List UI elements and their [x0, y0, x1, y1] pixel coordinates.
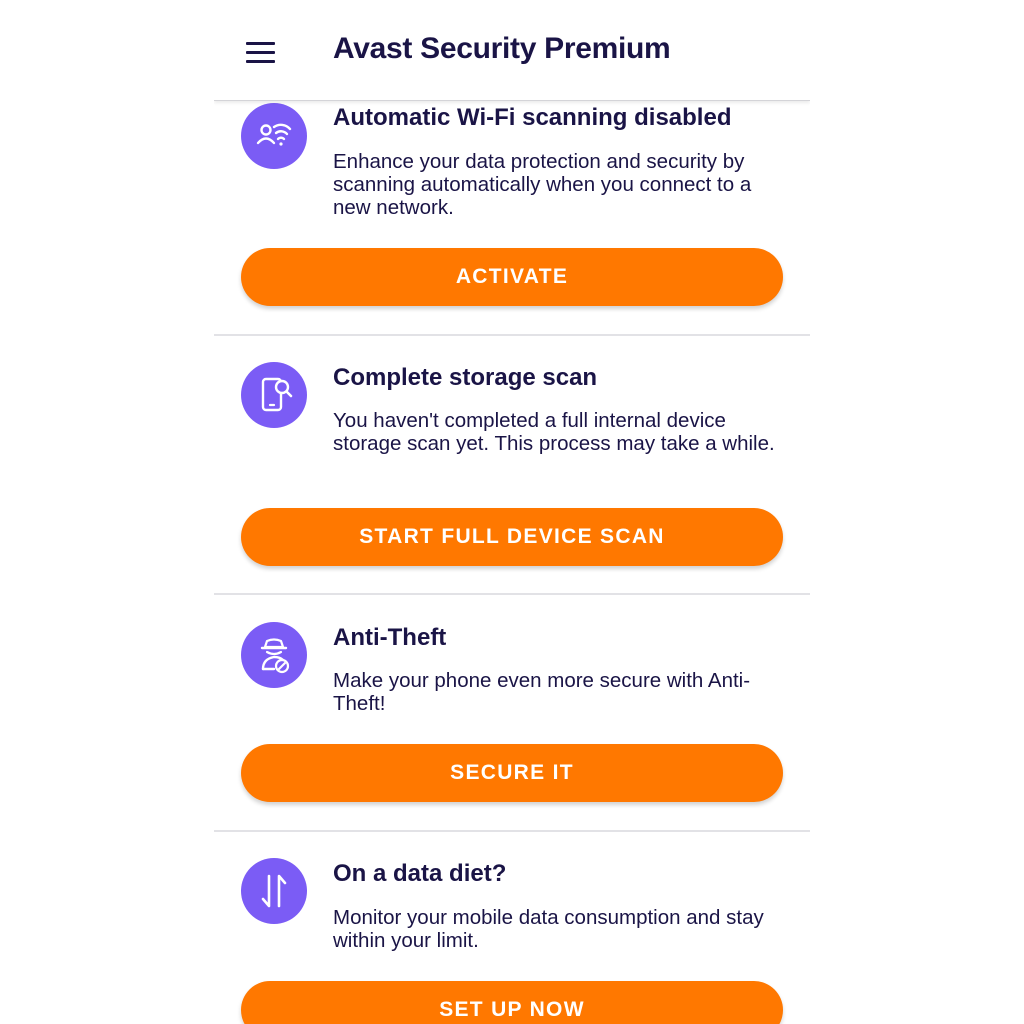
- card-title: Automatic Wi-Fi scanning disabled: [333, 104, 732, 131]
- phone-search-icon: [241, 362, 307, 428]
- menu-bar: [246, 51, 275, 54]
- activate-button[interactable]: ACTIVATE: [241, 248, 783, 306]
- app-bar: [214, 0, 810, 101]
- app-title: Avast Security Premium: [333, 32, 671, 65]
- secure-it-button[interactable]: SECURE IT: [241, 744, 783, 802]
- wifi-scan-icon: [241, 103, 307, 169]
- card-description: Enhance your data protection and security by scanning automatically when you connect to a new network.: [333, 150, 752, 219]
- menu-bar: [246, 42, 275, 45]
- data-transfer-icon: [241, 858, 307, 924]
- divider: [214, 830, 810, 832]
- hamburger-menu-icon[interactable]: [242, 36, 278, 68]
- card-title: On a data diet?: [333, 860, 507, 887]
- divider: [214, 593, 810, 595]
- card-description: Monitor your mobile data consumption and stay within your limit.: [333, 906, 764, 952]
- card-title: Complete storage scan: [333, 364, 598, 391]
- divider: [214, 334, 810, 336]
- card-description: Make your phone even more secure with Anti-Theft!: [333, 669, 751, 715]
- start-full-device-scan-button[interactable]: START FULL DEVICE SCAN: [241, 508, 783, 566]
- anti-theft-icon: [241, 622, 307, 688]
- phone-screen: [214, 0, 810, 1024]
- card-title: Anti-Theft: [333, 624, 447, 651]
- menu-bar: [246, 60, 275, 63]
- set-up-now-button[interactable]: SET UP NOW: [241, 981, 783, 1024]
- card-description: You haven't completed a full internal device storage scan yet. This process may take a while.: [333, 409, 775, 455]
